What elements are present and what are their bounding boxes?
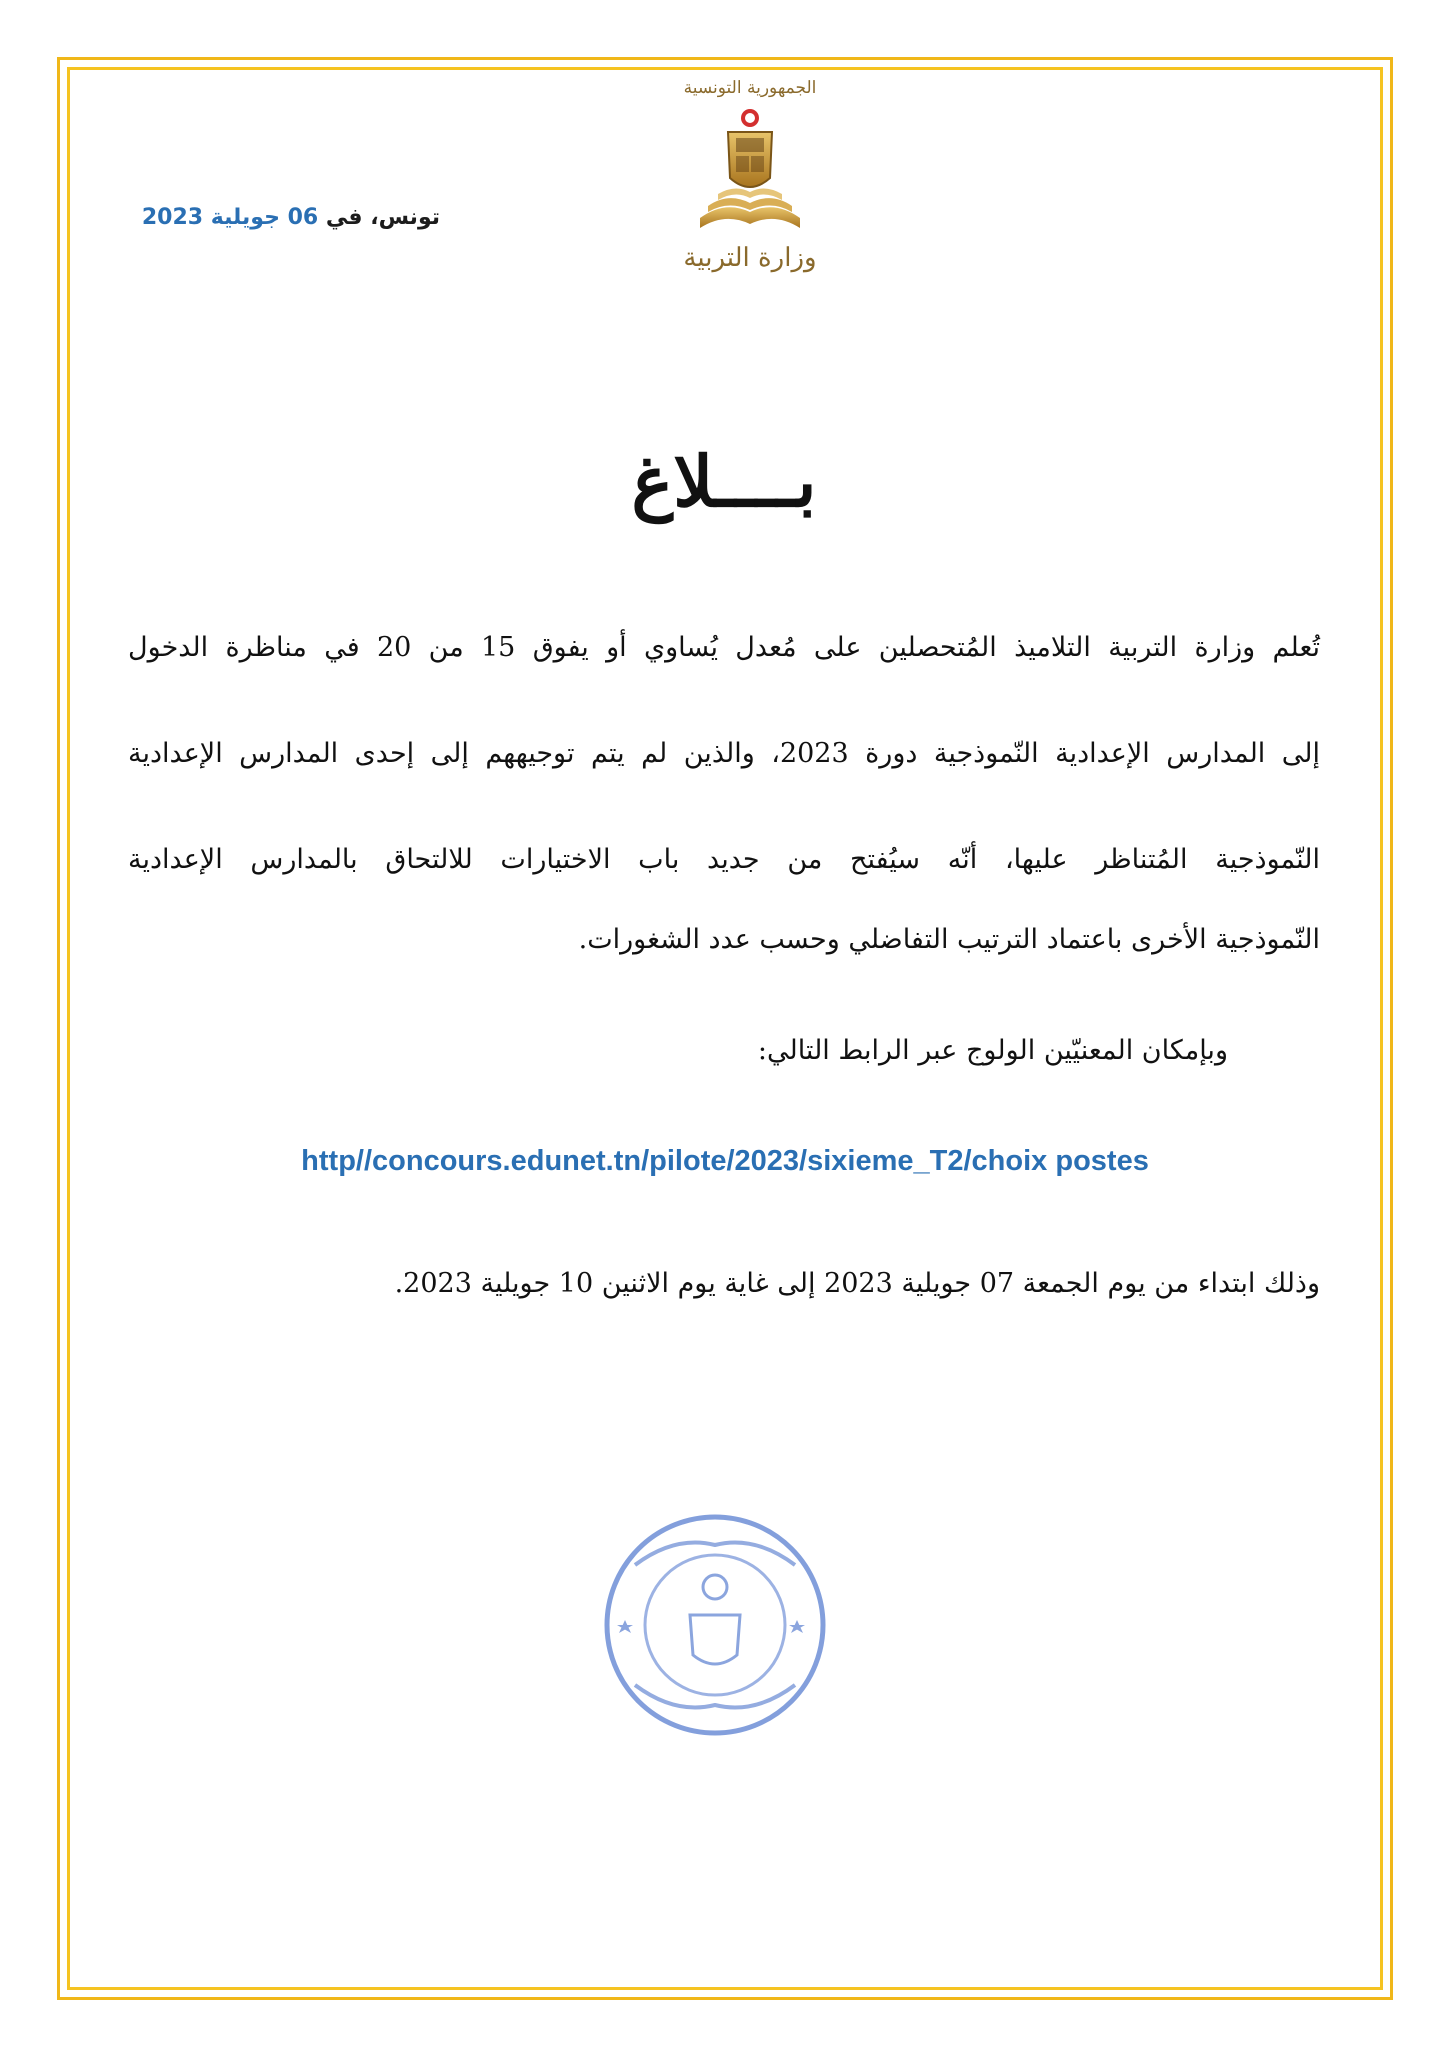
announcement-title: بــــلاغ <box>631 440 817 523</box>
date-prefix: تونس، في <box>325 205 440 230</box>
logo-bottom-text: وزارة التربية <box>683 243 817 273</box>
logo-top-text: الجمهورية التونسية <box>683 78 817 98</box>
body-line-1: تُعلم وزارة التربية التلاميذ المُتحصلين على مُعدل يُساوي أو يفوق 15 من 20 في مناظرة الدخول <box>128 632 1321 663</box>
body-line-4: النّموذجية الأخرى باعتماد الترتيب التفاضلي وحسب عدد الشغورات. <box>578 924 1320 955</box>
body-line-2: إلى المدارس الإعدادية النّموذجية دورة 2023، والذين لم يتم توجيههم إلى إحدى المدارس الإعدادية <box>128 738 1320 769</box>
official-stamp <box>595 1505 835 1745</box>
emblem-icon <box>690 108 810 243</box>
body-line-3: النّموذجية المُتناظر عليها، أنّه سيُفتح من جديد باب الاختيارات للالتحاق بالمدارس الإعدادية <box>128 844 1320 875</box>
access-line: وبإمكان المعنيّين الولوج عبر الرابط التالي: <box>757 1035 1228 1066</box>
date-line <box>141 205 440 230</box>
date-value: 06 جويلية 2023 <box>141 205 319 230</box>
registration-link[interactable]: http//concours.edunet.tn/pilote/2023/sixieme_T2/choix postes <box>301 1145 1149 1177</box>
ministry-logo <box>680 78 820 288</box>
period-line: وذلك ابتداء من يوم الجمعة 07 جويلية 2023 إلى غاية يوم الاثنين 10 جويلية 2023. <box>394 1268 1320 1299</box>
